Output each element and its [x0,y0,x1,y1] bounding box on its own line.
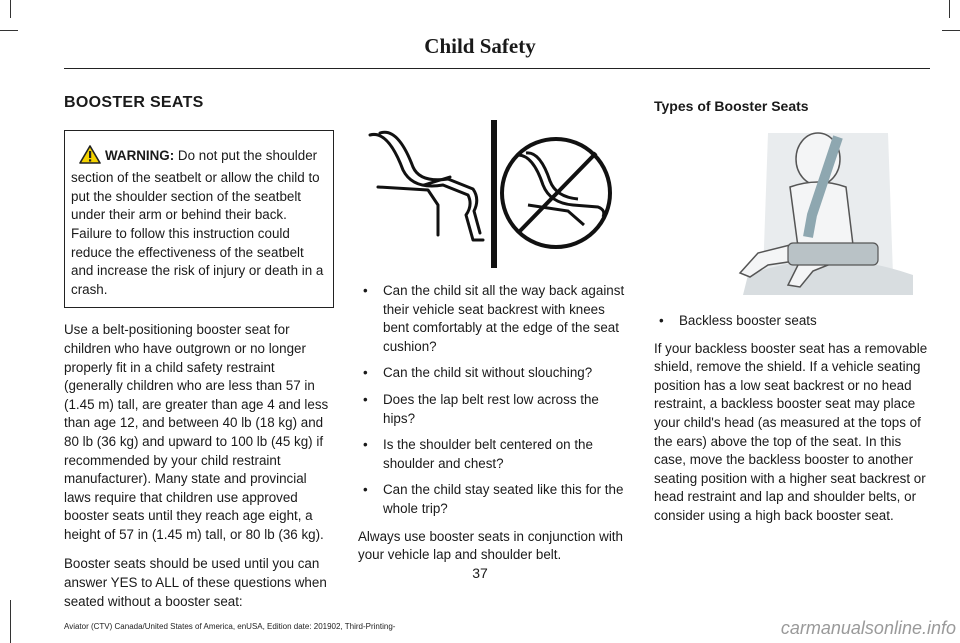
page-number: 37 [472,565,488,581]
seat-posture-illustration [358,115,634,280]
page-title: Child Safety [424,34,536,58]
warning-label: WARNING: [105,147,175,163]
warning-text: Do not put the shoulder section of the seatbelt or allow the child to put the shoulder section of the seatbelt under their arm or behind their back. Failure to follow this instruction could reduce the effectiveness of the seatbelt and increase the risk of injury or death in a crash. [71,147,324,297]
list-item: • Backless booster seats [654,312,934,331]
crop-mark [10,0,11,18]
crop-mark [942,30,960,31]
question-list [358,282,634,519]
list-item: • Is the shoulder belt centered on the shoulder and chest? [358,436,634,473]
right-column [654,312,934,537]
list-item: • Does the lap belt rest low across the hips? [358,391,634,428]
left-column [64,94,334,622]
middle-column [358,282,634,576]
crop-mark [0,30,18,31]
warning-triangle-icon [79,145,101,170]
booster-type-list [654,312,934,331]
list-item: • Can the child stay seated like this for the whole trip? [358,481,634,518]
body-paragraph: Booster seats should be used until you can answer YES to ALL of these questions when seated without a booster seat: [64,556,327,609]
body-paragraph: Use a belt-positioning booster seat for children who have outgrown or no longer properly fit in a child safety restraint (generally children who are less than 57 in (1.45 m) tall, are greater than age 4 and less than age 12, and between 40 lb (18 kg) and 80 lb (36 kg) and upward to 100 lb (45 kg) if recommended by your child restraint manufacturer). Many state and provincial laws require that children use approved booster seats until they reach age eight, a height of 57 in (1.45 m) tall, or 80 lb (36 kg). [64,322,329,542]
section-title: BOOSTER SEATS [64,94,204,111]
list-item: • Can the child sit all the way back against their vehicle seat backrest with knees bent comfortably at the edge of the seat cushion? [358,282,634,356]
crop-mark [949,0,950,18]
body-paragraph: If your backless booster seat has a removable shield, remove the shield. If a vehicle seating position has a low seat backrest or no head restraint, a backless booster seat may place your child's head (as measured at the tops of the ears) above the top of the seat. In this case, move the backless booster to another seating position with a higher seat backrest or head restraint and lap and shoulder belts, or consider using a high back booster seat. [654,340,928,523]
warning-box [64,130,334,309]
header-divider [64,68,930,69]
crop-mark [10,600,11,643]
watermark: carmanualsonline.info [780,618,956,638]
footer-text: Aviator (CTV) Canada/United States of America, enUSA, Edition date: 201902, Third-Printing- [64,622,396,631]
subsection-title: Types of Booster Seats [654,98,809,114]
booster-seat-illustration [728,125,928,305]
list-item: • Can the child sit without slouching? [358,364,634,383]
closing-paragraph: Always use booster seats in conjunction with your vehicle lap and shoulder belt. [358,528,623,563]
